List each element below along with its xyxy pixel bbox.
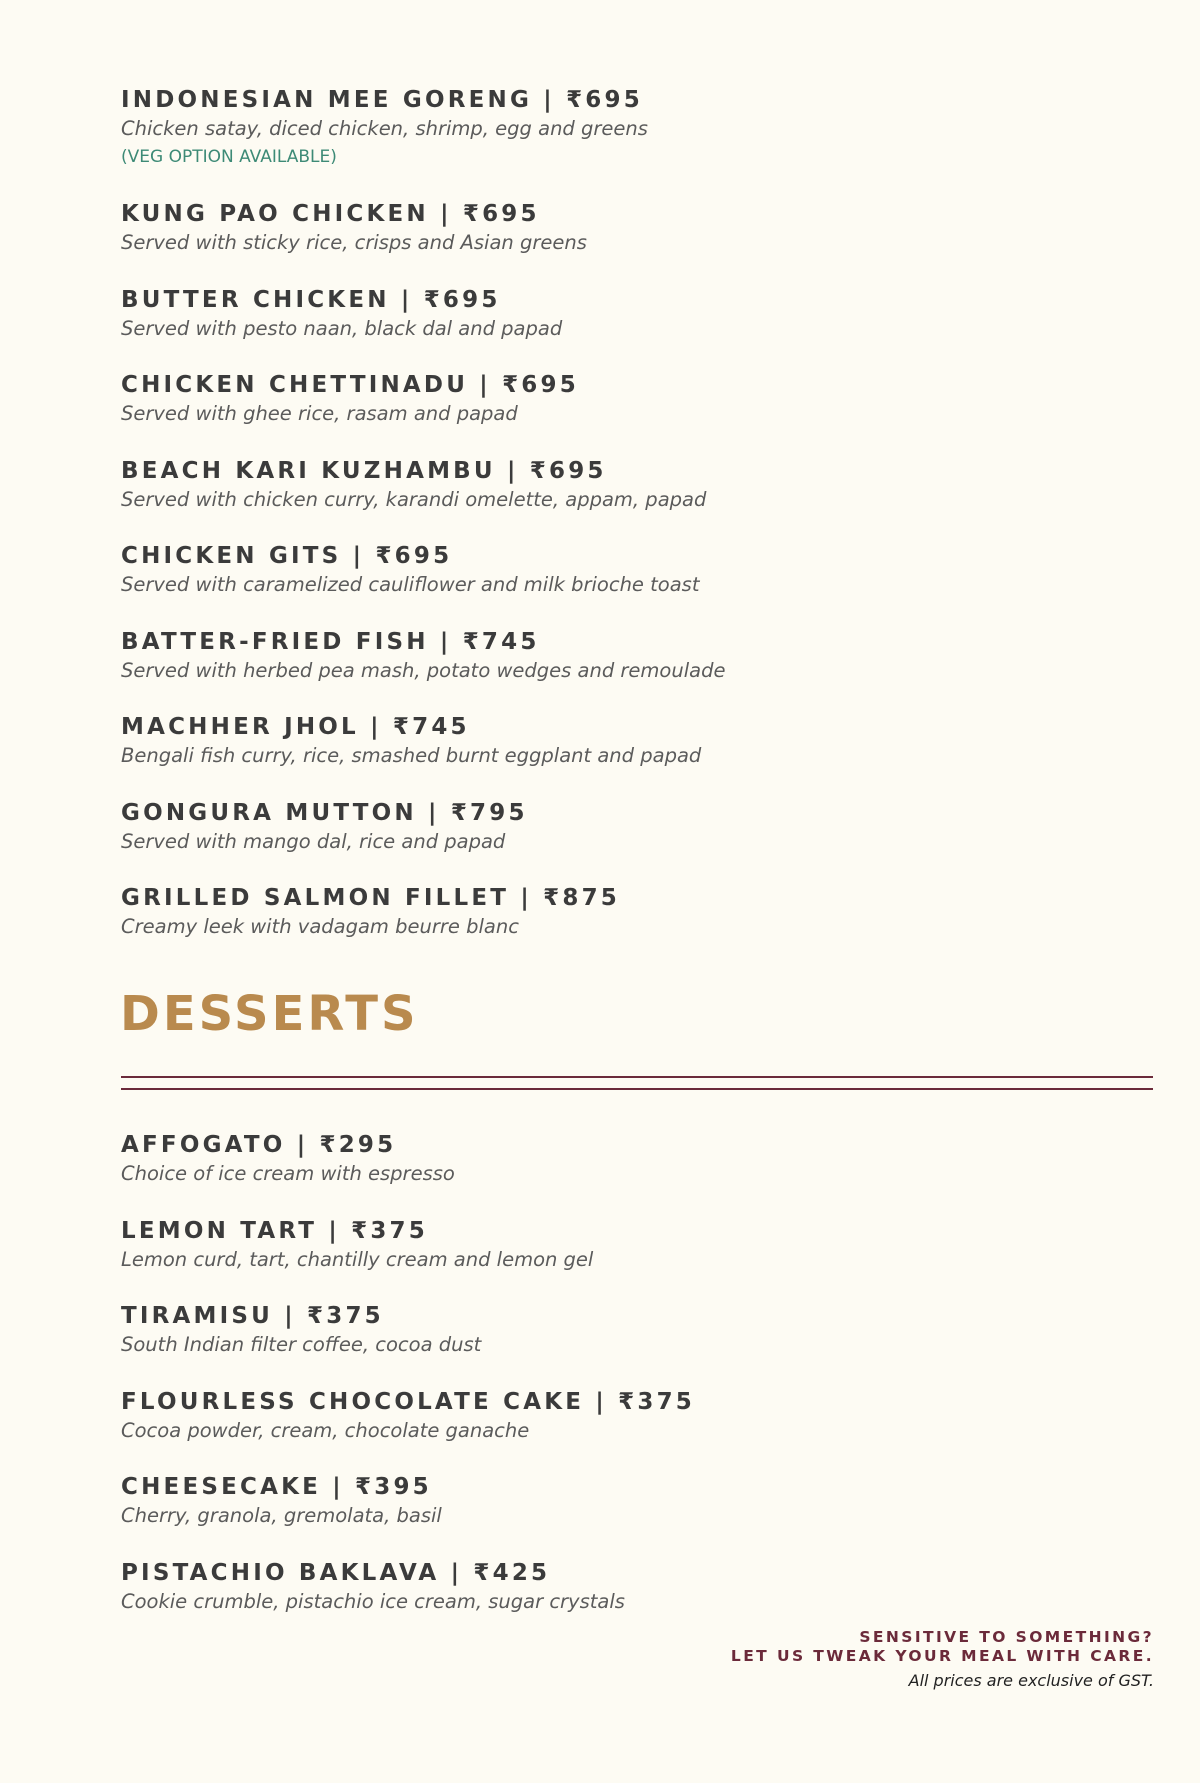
item-description: Served with herbed pea mash, potato wedges and remoulade [121, 658, 726, 682]
item-name: CHICKEN CHETTINADU | ₹695 [121, 372, 579, 398]
item-description: Cookie crumble, pistachio ice cream, sugar crystals [121, 1589, 625, 1613]
desserts-list [121, 1130, 695, 1643]
item-description: Served with caramelized cauliflower and milk brioche toast [121, 573, 700, 596]
item-name: BATTER-FRIED FISH | ₹745 [121, 628, 540, 655]
item-description: Cocoa powder, cream, chocolate ganache [121, 1418, 530, 1442]
menu-item [121, 1472, 695, 1558]
divider-line [121, 1076, 1153, 1078]
item-name: MACHHER JHOL | ₹745 [121, 714, 470, 740]
allergy-notice-line-2: LET US TWEAK YOUR MEAL WITH CARE. [730, 1647, 1154, 1665]
allergy-footer [731, 1628, 1154, 1696]
item-name: INDONESIAN MEE GORENG | ₹695 [121, 87, 643, 113]
item-description: Creamy leek with vadagam beurre blanc [121, 915, 519, 938]
item-description: Chicken satay, diced chicken, shrimp, egg and greens [121, 117, 648, 140]
item-name: LEMON TART | ₹375 [121, 1217, 428, 1244]
menu-item [121, 798, 725, 884]
item-name: KUNG PAO CHICKEN | ₹695 [121, 201, 540, 227]
item-description: Served with chicken curry, karandi omelette, appam, papad [121, 487, 707, 511]
mains-list [121, 85, 725, 969]
gst-note: All prices are exclusive of GST. [908, 1671, 1154, 1690]
item-description: South Indian filter coffee, cocoa dust [121, 1333, 482, 1356]
item-description: Bengali fish curry, rice, smashed burnt eggplant and papad [121, 744, 702, 767]
item-description: Served with sticky rice, crisps and Asian greens [121, 231, 587, 254]
menu-item [121, 883, 725, 969]
item-name: GRILLED SALMON FILLET | ₹875 [121, 885, 620, 911]
item-description: Served with ghee rice, rasam and papad [121, 402, 518, 425]
item-name: CHEESECAKE | ₹395 [121, 1474, 432, 1500]
item-name: CHICKEN GITS | ₹695 [121, 543, 453, 569]
item-description: Served with mango dal, rice and papad [121, 829, 506, 853]
divider-line [121, 1088, 1153, 1090]
item-description: Lemon curd, tart, chantilly cream and lemon gel [121, 1247, 594, 1271]
menu-item [121, 1558, 695, 1644]
menu-item [121, 1216, 695, 1302]
item-name: PISTACHIO BAKLAVA | ₹425 [121, 1559, 551, 1586]
allergy-notice-line-1: SENSITIVE TO SOMETHING? [859, 1628, 1154, 1646]
menu-item [121, 370, 725, 456]
item-name: GONGURA MUTTON | ₹795 [121, 799, 528, 826]
menu-item [121, 456, 725, 542]
item-description: Choice of ice cream with espresso [121, 1162, 455, 1185]
veg-option-note: (VEG OPTION AVAILABLE) [121, 147, 337, 167]
item-name: AFFOGATO | ₹295 [121, 1132, 397, 1158]
menu-item [121, 1130, 695, 1216]
item-name: TIRAMISU | ₹375 [121, 1303, 384, 1329]
item-name: BUTTER CHICKEN | ₹695 [121, 286, 501, 313]
item-description: Cherry, granola, gremolata, basil [121, 1504, 442, 1527]
desserts-heading: DESSERTS [120, 986, 419, 1042]
item-description: Served with pesto naan, black dal and papad [121, 316, 563, 340]
menu-item [121, 285, 725, 371]
menu-item [121, 1387, 695, 1473]
menu-item [121, 712, 725, 798]
item-name: BEACH KARI KUZHAMBU | ₹695 [121, 457, 607, 484]
menu-item [121, 627, 725, 713]
menu-item [121, 1301, 695, 1387]
menu-item [121, 85, 725, 199]
menu-item [121, 199, 725, 285]
menu-item [121, 541, 725, 627]
item-name: FLOURLESS CHOCOLATE CAKE | ₹375 [121, 1388, 695, 1415]
